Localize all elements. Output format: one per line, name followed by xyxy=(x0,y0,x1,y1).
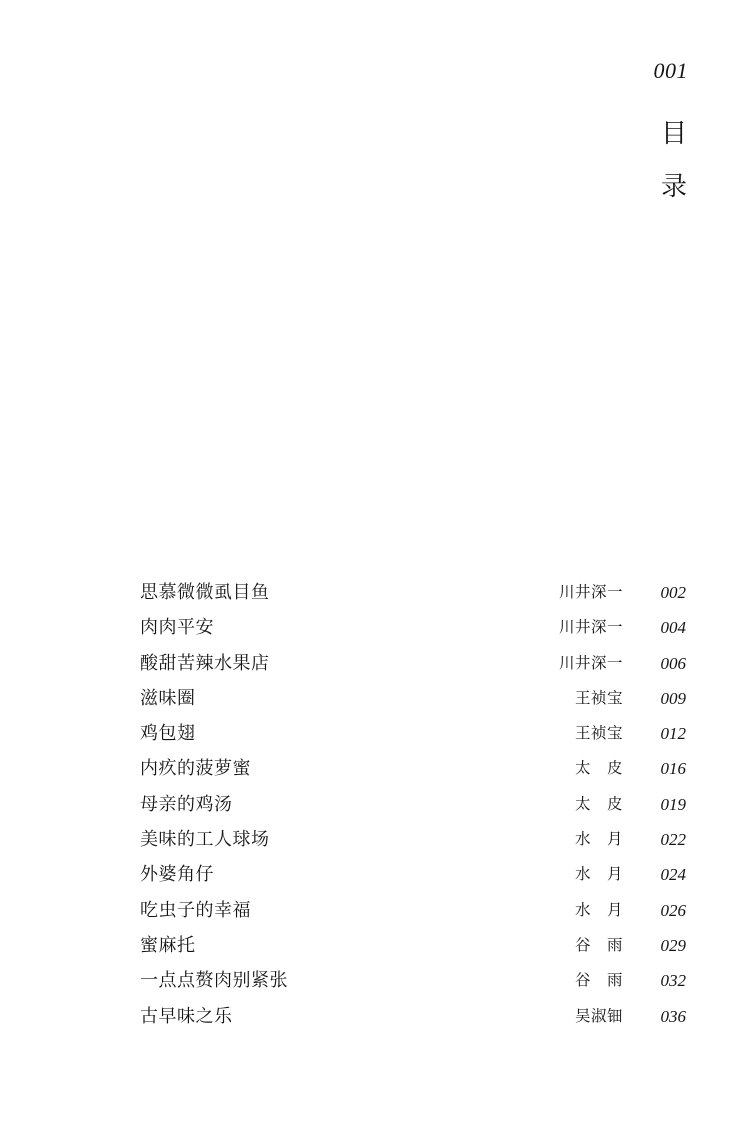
toc-entry-title: 一点点赘肉别紧张 xyxy=(140,970,288,992)
toc-entry-page: 022 xyxy=(660,830,686,850)
toc-entry-title: 吃虫子的幸福 xyxy=(140,899,251,921)
toc-entry-title: 外婆角仔 xyxy=(140,864,214,886)
toc-entry-title: 内疚的菠萝蜜 xyxy=(140,758,251,780)
toc-entry xyxy=(140,575,686,610)
toc-entry xyxy=(140,893,686,928)
toc-entry-page: 024 xyxy=(660,865,686,885)
toc-entry xyxy=(140,716,686,751)
toc-entry-page: 016 xyxy=(660,759,686,779)
page-number: 001 xyxy=(653,58,688,83)
heading-char-lu: 录 xyxy=(660,172,687,202)
toc-entry-author: 太 皮 xyxy=(574,794,623,813)
toc-entry xyxy=(140,681,686,716)
toc-entry-title: 滋味圈 xyxy=(140,687,196,709)
toc-entry-title: 美味的工人球场 xyxy=(140,829,270,851)
toc-entry xyxy=(140,857,686,892)
toc-entry xyxy=(140,751,686,786)
toc-heading xyxy=(660,120,688,226)
toc-entry xyxy=(140,646,686,681)
toc-entry xyxy=(140,963,686,998)
toc-entry-page: 029 xyxy=(660,935,686,955)
toc-entry-title: 古早味之乐 xyxy=(140,1005,233,1027)
toc-entry-author: 川井深一 xyxy=(558,583,623,601)
toc-entry-page: 006 xyxy=(660,653,686,673)
toc-entry-page: 019 xyxy=(660,794,686,814)
toc-entry-title: 思慕微微虱目鱼 xyxy=(140,582,270,603)
toc-entry-page: 009 xyxy=(660,688,686,708)
toc-entry-page: 032 xyxy=(660,971,686,991)
toc-entry xyxy=(140,787,686,822)
toc-entry-author: 水 月 xyxy=(574,900,623,919)
heading-char-mu: 目 xyxy=(660,119,687,149)
toc-entry xyxy=(140,999,686,1034)
toc-entry-author: 王祯宝 xyxy=(574,688,623,707)
toc-entry-page: 002 xyxy=(660,583,686,602)
toc-entry xyxy=(140,928,686,963)
toc-entry-author: 川井深一 xyxy=(558,618,623,637)
toc-entry-author: 太 皮 xyxy=(574,759,623,778)
toc-entry-page: 004 xyxy=(660,618,686,638)
toc-entry-title: 鸡包翅 xyxy=(140,723,196,745)
toc-entry-author: 水 月 xyxy=(574,830,623,849)
toc-entry-author: 谷 雨 xyxy=(574,935,623,954)
toc-entry-title: 母亲的鸡汤 xyxy=(140,793,233,815)
toc-list xyxy=(140,575,686,1034)
toc-entry-page: 026 xyxy=(660,900,686,920)
toc-entry-title: 酸甜苦辣水果店 xyxy=(140,652,270,674)
toc-entry-author: 谷 雨 xyxy=(574,971,623,990)
toc-entry xyxy=(140,822,686,857)
toc-entry-page: 012 xyxy=(660,724,686,744)
toc-entry-title: 肉肉平安 xyxy=(140,617,214,639)
toc-entry-author: 王祯宝 xyxy=(574,724,623,743)
toc-entry-title: 蜜麻托 xyxy=(140,934,196,956)
toc-entry-author: 吴淑钿 xyxy=(574,1006,623,1025)
toc-entry-author: 川井深一 xyxy=(558,653,623,672)
toc-entry xyxy=(140,610,686,645)
toc-entry-author: 水 月 xyxy=(574,865,623,884)
toc-entry-page: 036 xyxy=(660,1006,686,1026)
